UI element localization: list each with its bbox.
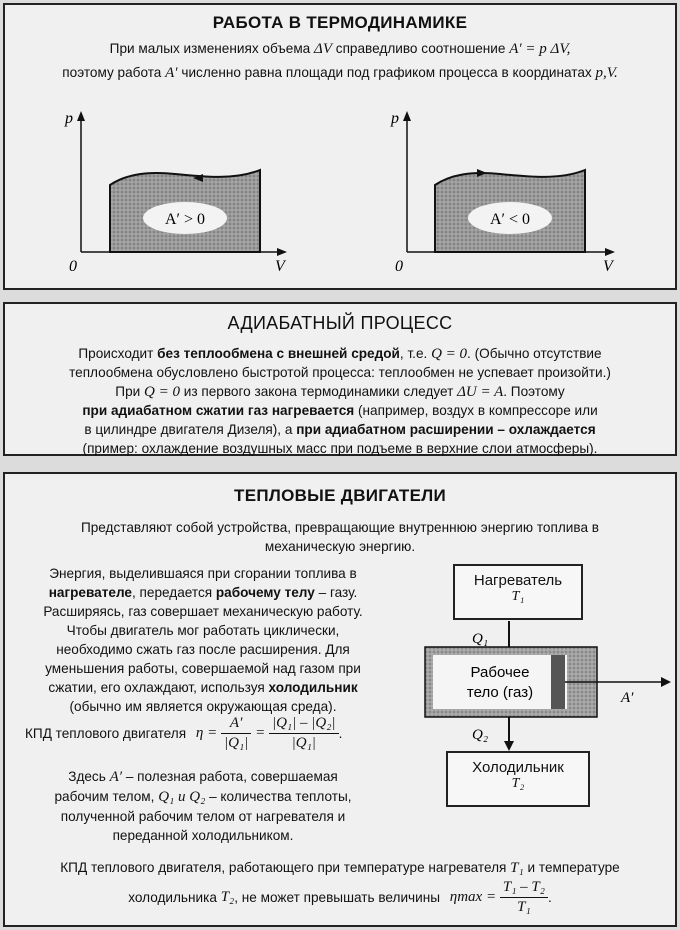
engines-h2-post: – количества теплоты,	[205, 789, 352, 804]
working-body-word: рабочему телу	[215, 585, 315, 600]
eta-max-fraction	[500, 878, 548, 917]
q2-label: Q₂	[472, 727, 489, 743]
adiabatic-line-5	[5, 420, 675, 439]
body-label-2: тело (газ)	[466, 684, 534, 701]
work-panel	[3, 3, 677, 290]
p-arrow-left	[77, 111, 85, 121]
efficiency-fraction-1	[221, 714, 251, 753]
work-formula: A′ = p ΔV,	[509, 41, 571, 57]
v-label-right: V	[603, 258, 613, 275]
heater-box	[453, 564, 583, 620]
work-arrow-head	[661, 677, 671, 687]
piston	[551, 655, 565, 709]
eta-max-den: T₁	[517, 899, 531, 915]
q2-arrow-head	[504, 741, 514, 751]
engines-panel	[3, 472, 677, 927]
work-line-2-text: поэтому работа	[62, 65, 166, 80]
eff-num-2: |Q₁| – |Q₂|	[269, 714, 339, 734]
work-line-1-text: При малых изменениях объема	[109, 41, 315, 56]
efficiency-formula: КПД теплового двигателя η = $\frac{A'}{\text{|Q₁|}}$ = $\frac{\text{|Q₁| – |Q₂|}}{\text{|Q₁|}}$ .	[25, 715, 343, 751]
adiabatic-line-1	[5, 344, 675, 364]
engines-h2-q: Q₁ и Q₂	[158, 789, 206, 805]
adiabatic-l3-q: Q = 0	[144, 384, 180, 400]
work-line-2-mid: численно равна площади под графиком процесса в координатах	[177, 65, 596, 80]
engines-p4: Чтобы двигатель мог работать циклически,	[66, 623, 340, 638]
adiabatic-l5-pre: в цилиндре двигателя Дизеля), а	[84, 422, 297, 437]
p-arrow-right	[403, 111, 411, 121]
heater-temperature: T₁	[511, 589, 525, 604]
engines-h1-a: A′	[109, 769, 123, 785]
body-label-1: Рабочее	[470, 664, 530, 681]
adiabatic-q-zero: Q = 0	[431, 346, 468, 362]
engines-para	[13, 564, 393, 716]
p-label-left: p	[65, 110, 73, 127]
engines-p2	[13, 583, 393, 602]
origin-left: 0	[69, 258, 77, 275]
engines-p3: Расширяясь, газ совершает механическую работу.	[43, 604, 363, 619]
area-label-right: A′ < 0	[489, 211, 531, 228]
adiabatic-line-3	[5, 382, 675, 402]
v-arrow-left	[277, 248, 287, 256]
graph-left	[64, 110, 287, 275]
adiabatic-l3-post: . Поэтому	[503, 384, 565, 399]
cooler-label: Холодильник	[472, 759, 564, 776]
eta-max: ηmax =	[449, 889, 497, 905]
eff-den-1: |Q₁|	[223, 735, 249, 751]
heater-word: нагревателе	[48, 585, 132, 600]
v-label-left: V	[275, 258, 285, 275]
work-graphs	[5, 87, 675, 287]
work-line-1-mid: справедливо соотношение	[332, 41, 510, 56]
engines-max1-t1: T₁	[510, 860, 524, 876]
adiabatic-title: АДИАБАТНЫЙ ПРОЦЕСС	[227, 313, 453, 333]
engines-max1-pre: КПД теплового двигателя, работающего при температуре нагревателя	[60, 860, 511, 875]
engines-h4: переданной холодильником.	[112, 828, 294, 843]
work-label: A′	[621, 690, 634, 706]
engines-p6: уменьшения работы, совершаемой над газом при	[45, 661, 361, 676]
adiabatic-l4-post: (например, воздух в компрессоре или	[354, 403, 598, 418]
p-label-right: p	[391, 110, 399, 127]
engines-max-line-2: холодильника T₂, не может превышать величины ηmax = $\frac{\text{T₁ – T₂}}{\text{T₁}}$ .	[128, 879, 552, 915]
adiabatic-l1-pre: Происходит	[78, 346, 158, 361]
adiabatic-panel	[3, 302, 677, 456]
efficiency-fraction-2	[269, 714, 339, 753]
engines-p1: Энергия, выделившаяся при сгорании топлива в	[49, 566, 357, 581]
engines-p7-pre: сжатии, его охлаждают, используя	[48, 680, 269, 695]
efficiency-eta: η =	[195, 725, 218, 741]
engines-h1-pre: Здесь	[68, 769, 110, 784]
adiabatic-du-a: ΔU = A	[457, 384, 504, 400]
engines-p2-mid: , передается	[131, 585, 216, 600]
engines-max2-t2: T₂	[220, 889, 235, 905]
adiabatic-line-6: (пример: охлаждение воздушных масс при подъеме в верхние слои атмосферы).	[82, 441, 598, 456]
cooler-word: холодильник	[268, 680, 358, 695]
engines-h3: полученной рабочим телом от нагревателя и	[60, 809, 346, 824]
engines-intro-2: механическую энергию.	[264, 539, 416, 554]
adiabatic-l5-bold: при адиабатном расширении – охлаждается	[296, 422, 596, 437]
engines-explanation	[13, 767, 393, 845]
cooler-temperature: T₂	[511, 776, 525, 791]
engines-p2-post: – газу.	[314, 585, 358, 600]
engines-h2-pre: рабочим телом,	[54, 789, 159, 804]
area-label-left: A′ > 0	[164, 211, 206, 228]
work-coords: p,V.	[595, 65, 618, 81]
q1-label: Q₁	[472, 631, 489, 647]
efficiency-label: КПД теплового двигателя	[25, 726, 187, 741]
adiabatic-l1-post: . (Обычно отсутствие	[467, 346, 602, 361]
engines-max2-pre: холодильника	[128, 890, 221, 905]
origin-right: 0	[395, 258, 403, 275]
adiabatic-l3-pre: При	[115, 384, 144, 399]
engines-h1-post: – полезная работа, совершаемая	[122, 769, 338, 784]
work-title: РАБОТА В ТЕРМОДИНАМИКЕ	[212, 13, 468, 32]
adiabatic-l3-mid: из первого закона термодинамики следует	[179, 384, 458, 399]
eff-num-1: A′	[221, 714, 251, 734]
engines-title: ТЕПЛОВЫЕ ДВИГАТЕЛИ	[234, 486, 446, 505]
work-a: A′	[165, 65, 178, 81]
engines-h2	[13, 787, 393, 807]
engines-p7	[13, 678, 393, 697]
adiabatic-line-2: теплообмена обусловлено быстротой процесса: теплообмен не успевает произойти.)	[69, 365, 611, 380]
adiabatic-l1-bold: без теплообмена с внешней средой	[157, 346, 400, 361]
heater-label: Нагреватель	[473, 572, 563, 589]
engines-intro-1: Представляют собой устройства, превращающие внутреннюю энергию топлива в	[80, 520, 600, 535]
eff-den-2: |Q₁|	[291, 735, 316, 751]
engines-max1-post: и температуре	[523, 860, 620, 875]
engines-max2-post: , не может превышать величины	[234, 890, 440, 905]
engines-p5: необходимо сжать газ после расширения. Для	[56, 642, 350, 657]
adiabatic-l4-bold: при адиабатном сжатии газ нагревается	[82, 403, 355, 418]
engines-h1	[13, 767, 393, 787]
work-line-1	[5, 39, 675, 59]
cooler-box	[446, 751, 590, 807]
graph-right	[390, 110, 615, 275]
v-arrow-right	[605, 248, 615, 256]
adiabatic-l1-mid: , т.е.	[399, 346, 432, 361]
delta-v: ΔV	[314, 41, 332, 57]
adiabatic-line-4	[5, 401, 675, 420]
efficiency-equals: =	[255, 725, 266, 741]
work-line-2	[5, 63, 675, 83]
eta-max-num: T₁ – T₂	[500, 878, 548, 898]
engines-p8: (обычно им является окружающая среда).	[69, 699, 337, 714]
